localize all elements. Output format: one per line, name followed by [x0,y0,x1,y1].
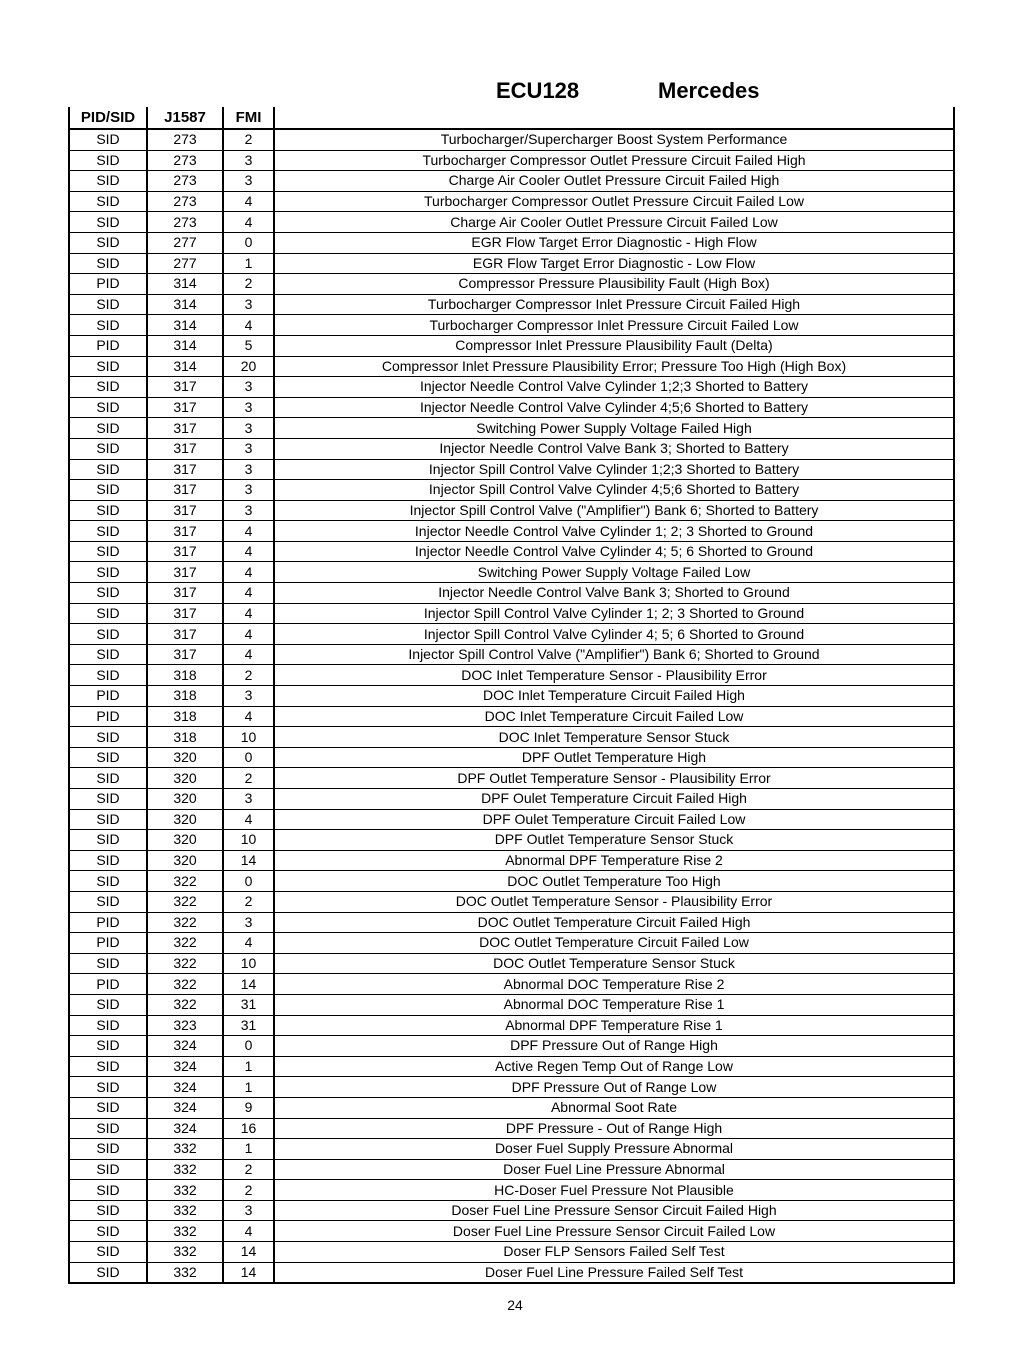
table-row [69,356,954,377]
cell-j1587: 314 [147,274,223,295]
cell-j1587: 322 [147,871,223,892]
cell-j1587: 320 [147,809,223,830]
cell-description: DOC Inlet Temperature Sensor Stuck [274,727,954,748]
cell-j1587: 317 [147,644,223,665]
cell-fmi: 4 [223,212,274,233]
cell-description: Compressor Inlet Pressure Plausibility Fault (Delta) [274,335,954,356]
cell-description: Active Regen Temp Out of Range Low [274,1056,954,1077]
cell-j1587: 332 [147,1221,223,1242]
cell-pid-sid: SID [69,747,147,768]
cell-j1587: 324 [147,1077,223,1098]
table-row [69,129,954,150]
cell-fmi: 0 [223,871,274,892]
cell-j1587: 273 [147,191,223,212]
cell-description: Injector Needle Control Valve Cylinder 1;2;3 Shorted to Battery [274,377,954,398]
cell-pid-sid: SID [69,171,147,192]
cell-fmi: 3 [223,459,274,480]
cell-j1587: 317 [147,418,223,439]
table-row [69,150,954,171]
cell-j1587: 314 [147,356,223,377]
cell-description: Charge Air Cooler Outlet Pressure Circuit Failed Low [274,212,954,233]
make-title: Mercedes [658,78,760,103]
cell-description: Abnormal DOC Temperature Rise 2 [274,974,954,995]
column-header-j1587: J1587 [147,107,223,129]
cell-fmi: 4 [223,809,274,830]
cell-pid-sid: SID [69,232,147,253]
table-row [69,933,954,954]
cell-description: Compressor Inlet Pressure Plausibility Error; Pressure Too High (High Box) [274,356,954,377]
cell-j1587: 273 [147,150,223,171]
cell-fmi: 1 [223,1056,274,1077]
cell-description: Injector Needle Control Valve Bank 3; Shorted to Ground [274,583,954,604]
cell-pid-sid: SID [69,315,147,336]
cell-pid-sid: SID [69,850,147,871]
cell-pid-sid: PID [69,974,147,995]
table-row [69,171,954,192]
cell-j1587: 332 [147,1180,223,1201]
table-row [69,294,954,315]
cell-fmi: 3 [223,294,274,315]
table-row [69,1056,954,1077]
cell-j1587: 317 [147,397,223,418]
table-row [69,212,954,233]
cell-j1587: 314 [147,294,223,315]
table-row [69,974,954,995]
cell-description: Doser Fuel Supply Pressure Abnormal [274,1139,954,1160]
cell-fmi: 10 [223,953,274,974]
cell-description: DOC Outlet Temperature Circuit Failed Low [274,933,954,954]
cell-pid-sid: SID [69,129,147,150]
cell-pid-sid: SID [69,583,147,604]
cell-description: Doser Fuel Line Pressure Sensor Circuit Failed High [274,1200,954,1221]
table-row [69,1180,954,1201]
cell-pid-sid: SID [69,1200,147,1221]
cell-pid-sid: SID [69,1139,147,1160]
cell-j1587: 317 [147,603,223,624]
cell-description: Doser Fuel Line Pressure Abnormal [274,1159,954,1180]
cell-pid-sid: SID [69,438,147,459]
cell-pid-sid: SID [69,1056,147,1077]
cell-description: Doser Fuel Line Pressure Sensor Circuit Failed Low [274,1221,954,1242]
table-row [69,418,954,439]
table-row [69,397,954,418]
cell-fmi: 2 [223,665,274,686]
cell-fmi: 0 [223,747,274,768]
cell-pid-sid: PID [69,933,147,954]
cell-j1587: 314 [147,315,223,336]
cell-j1587: 322 [147,912,223,933]
cell-fmi: 2 [223,891,274,912]
cell-j1587: 322 [147,933,223,954]
cell-j1587: 323 [147,1015,223,1036]
cell-fmi: 3 [223,789,274,810]
cell-description: Injector Needle Control Valve Cylinder 4; 5; 6 Shorted to Ground [274,541,954,562]
table-row [69,1139,954,1160]
cell-pid-sid: SID [69,789,147,810]
cell-fmi: 4 [223,583,274,604]
cell-j1587: 317 [147,459,223,480]
cell-pid-sid: SID [69,480,147,501]
cell-description: Injector Spill Control Valve ("Amplifier") Bank 6; Shorted to Battery [274,500,954,521]
cell-description: Turbocharger Compressor Inlet Pressure Circuit Failed Low [274,315,954,336]
cell-description: Turbocharger/Supercharger Boost System Performance [274,129,954,150]
cell-j1587: 320 [147,789,223,810]
cell-j1587: 320 [147,830,223,851]
cell-pid-sid: SID [69,1097,147,1118]
cell-fmi: 4 [223,562,274,583]
cell-j1587: 332 [147,1242,223,1263]
cell-j1587: 324 [147,1056,223,1077]
cell-pid-sid: SID [69,768,147,789]
cell-j1587: 320 [147,747,223,768]
cell-description: Injector Spill Control Valve Cylinder 1; 2; 3 Shorted to Ground [274,603,954,624]
cell-description: Injector Spill Control Valve Cylinder 4; 5; 6 Shorted to Ground [274,624,954,645]
cell-pid-sid: SID [69,603,147,624]
cell-fmi: 31 [223,994,274,1015]
cell-pid-sid: PID [69,274,147,295]
cell-j1587: 277 [147,253,223,274]
table-row [69,706,954,727]
cell-description: Turbocharger Compressor Outlet Pressure Circuit Failed Low [274,191,954,212]
table-row [69,768,954,789]
cell-pid-sid: SID [69,377,147,398]
cell-pid-sid: PID [69,335,147,356]
cell-fmi: 4 [223,706,274,727]
cell-description: Switching Power Supply Voltage Failed Low [274,562,954,583]
cell-j1587: 322 [147,953,223,974]
cell-fmi: 3 [223,397,274,418]
cell-description: DPF Oulet Temperature Circuit Failed High [274,789,954,810]
cell-j1587: 314 [147,335,223,356]
table-row [69,480,954,501]
cell-j1587: 317 [147,377,223,398]
cell-pid-sid: SID [69,1077,147,1098]
cell-j1587: 317 [147,500,223,521]
table-row [69,912,954,933]
cell-j1587: 324 [147,1097,223,1118]
cell-description: DOC Outlet Temperature Circuit Failed High [274,912,954,933]
cell-pid-sid: PID [69,706,147,727]
cell-fmi: 5 [223,335,274,356]
cell-pid-sid: SID [69,1036,147,1057]
cell-j1587: 317 [147,480,223,501]
table-row [69,1159,954,1180]
table-row [69,809,954,830]
cell-j1587: 318 [147,665,223,686]
cell-fmi: 3 [223,150,274,171]
cell-pid-sid: SID [69,500,147,521]
table-row [69,583,954,604]
cell-pid-sid: PID [69,912,147,933]
cell-pid-sid: SID [69,727,147,748]
cell-j1587: 273 [147,129,223,150]
cell-description: Injector Needle Control Valve Cylinder 1; 2; 3 Shorted to Ground [274,521,954,542]
cell-pid-sid: SID [69,418,147,439]
cell-pid-sid: SID [69,871,147,892]
cell-j1587: 320 [147,768,223,789]
table-row [69,377,954,398]
table-row [69,850,954,871]
cell-pid-sid: SID [69,294,147,315]
cell-j1587: 317 [147,562,223,583]
cell-fmi: 3 [223,480,274,501]
cell-description: DPF Pressure Out of Range High [274,1036,954,1057]
cell-fmi: 1 [223,1077,274,1098]
cell-j1587: 273 [147,212,223,233]
cell-fmi: 2 [223,1180,274,1201]
cell-j1587: 317 [147,438,223,459]
cell-fmi: 1 [223,1139,274,1160]
cell-pid-sid: SID [69,644,147,665]
table-row [69,315,954,336]
cell-fmi: 3 [223,1200,274,1221]
cell-fmi: 1 [223,253,274,274]
table-row [69,624,954,645]
table-row [69,521,954,542]
cell-fmi: 3 [223,171,274,192]
cell-description: Compressor Pressure Plausibility Fault (High Box) [274,274,954,295]
table-row [69,1200,954,1221]
cell-fmi: 9 [223,1097,274,1118]
cell-description: Injector Needle Control Valve Bank 3; Shorted to Battery [274,438,954,459]
cell-pid-sid: SID [69,1242,147,1263]
table-row [69,830,954,851]
cell-description: HC-Doser Fuel Pressure Not Plausible [274,1180,954,1201]
table-row [69,1118,954,1139]
cell-description: DPF Pressure Out of Range Low [274,1077,954,1098]
cell-j1587: 317 [147,624,223,645]
cell-description: Injector Needle Control Valve Cylinder 4;5;6 Shorted to Battery [274,397,954,418]
cell-j1587: 317 [147,583,223,604]
table-row [69,644,954,665]
cell-j1587: 332 [147,1139,223,1160]
cell-fmi: 10 [223,830,274,851]
ecu-title: ECU128 [496,78,580,103]
table-row [69,789,954,810]
cell-fmi: 14 [223,1262,274,1283]
cell-pid-sid: SID [69,1180,147,1201]
cell-pid-sid: SID [69,212,147,233]
cell-pid-sid: SID [69,809,147,830]
cell-pid-sid: SID [69,994,147,1015]
cell-pid-sid: SID [69,830,147,851]
cell-fmi: 0 [223,1036,274,1057]
cell-description: Turbocharger Compressor Outlet Pressure Circuit Failed High [274,150,954,171]
table-row [69,274,954,295]
table-row [69,1262,954,1283]
cell-pid-sid: SID [69,150,147,171]
cell-description: DOC Outlet Temperature Sensor Stuck [274,953,954,974]
cell-j1587: 318 [147,727,223,748]
cell-pid-sid: SID [69,1221,147,1242]
cell-j1587: 324 [147,1118,223,1139]
table-row [69,1221,954,1242]
table-row [69,1242,954,1263]
table-row [69,994,954,1015]
table-body [69,129,954,1283]
table-row [69,459,954,480]
cell-pid-sid: PID [69,686,147,707]
cell-description: Doser FLP Sensors Failed Self Test [274,1242,954,1263]
table-row [69,953,954,974]
cell-j1587: 332 [147,1159,223,1180]
cell-fmi: 3 [223,418,274,439]
cell-pid-sid: SID [69,624,147,645]
cell-description: Injector Spill Control Valve Cylinder 4;5;6 Shorted to Battery [274,480,954,501]
table-row [69,541,954,562]
cell-description: DPF Outlet Temperature High [274,747,954,768]
cell-pid-sid: SID [69,521,147,542]
cell-fmi: 3 [223,912,274,933]
table-row [69,562,954,583]
cell-description: DOC Inlet Temperature Circuit Failed Low [274,706,954,727]
cell-fmi: 14 [223,974,274,995]
cell-fmi: 3 [223,438,274,459]
cell-fmi: 3 [223,686,274,707]
cell-j1587: 332 [147,1262,223,1283]
cell-pid-sid: SID [69,1118,147,1139]
cell-pid-sid: SID [69,953,147,974]
table-row [69,191,954,212]
cell-description: DPF Outlet Temperature Sensor Stuck [274,830,954,851]
cell-pid-sid: SID [69,891,147,912]
table-row [69,686,954,707]
cell-fmi: 14 [223,1242,274,1263]
cell-description: DOC Outlet Temperature Sensor - Plausibility Error [274,891,954,912]
cell-fmi: 4 [223,644,274,665]
cell-pid-sid: SID [69,665,147,686]
table-row [69,253,954,274]
column-header-pid-sid: PID/SID [69,107,147,129]
table-row [69,1015,954,1036]
cell-fmi: 4 [223,191,274,212]
cell-fmi: 3 [223,377,274,398]
cell-fmi: 4 [223,541,274,562]
cell-pid-sid: SID [69,562,147,583]
cell-pid-sid: SID [69,253,147,274]
cell-j1587: 277 [147,232,223,253]
cell-fmi: 4 [223,603,274,624]
cell-pid-sid: SID [69,541,147,562]
cell-fmi: 3 [223,500,274,521]
cell-j1587: 320 [147,850,223,871]
cell-j1587: 318 [147,706,223,727]
cell-j1587: 322 [147,994,223,1015]
cell-description: DOC Outlet Temperature Too High [274,871,954,892]
table-row [69,871,954,892]
cell-fmi: 4 [223,315,274,336]
cell-j1587: 322 [147,974,223,995]
cell-fmi: 16 [223,1118,274,1139]
page-number: 24 [507,1297,523,1313]
cell-j1587: 318 [147,686,223,707]
table-row [69,438,954,459]
cell-fmi: 20 [223,356,274,377]
cell-fmi: 4 [223,933,274,954]
table-row [69,1036,954,1057]
cell-fmi: 2 [223,274,274,295]
cell-pid-sid: SID [69,1159,147,1180]
table-header-row [69,107,954,129]
cell-pid-sid: SID [69,459,147,480]
cell-pid-sid: SID [69,397,147,418]
cell-j1587: 322 [147,891,223,912]
cell-fmi: 2 [223,1159,274,1180]
cell-description: Abnormal Soot Rate [274,1097,954,1118]
cell-fmi: 4 [223,1221,274,1242]
cell-description: Abnormal DPF Temperature Rise 2 [274,850,954,871]
table-row [69,335,954,356]
table-row [69,747,954,768]
cell-description: DPF Oulet Temperature Circuit Failed Low [274,809,954,830]
table-row [69,665,954,686]
column-header-description [274,107,954,129]
cell-description: Injector Spill Control Valve Cylinder 1;2;3 Shorted to Battery [274,459,954,480]
cell-fmi: 0 [223,232,274,253]
cell-pid-sid: SID [69,1015,147,1036]
table-row [69,891,954,912]
cell-pid-sid: SID [69,1262,147,1283]
table-row [69,603,954,624]
cell-fmi: 31 [223,1015,274,1036]
cell-j1587: 332 [147,1200,223,1221]
table-row [69,500,954,521]
cell-description: Switching Power Supply Voltage Failed High [274,418,954,439]
table-row [69,1097,954,1118]
cell-description: Abnormal DPF Temperature Rise 1 [274,1015,954,1036]
cell-description: Injector Spill Control Valve ("Amplifier") Bank 6; Shorted to Ground [274,644,954,665]
page-header [0,78,1024,108]
table-row [69,232,954,253]
cell-pid-sid: SID [69,191,147,212]
cell-description: DOC Inlet Temperature Sensor - Plausibility Error [274,665,954,686]
cell-description: Abnormal DOC Temperature Rise 1 [274,994,954,1015]
cell-description: DPF Pressure - Out of Range High [274,1118,954,1139]
cell-fmi: 2 [223,768,274,789]
cell-fmi: 10 [223,727,274,748]
cell-description: Charge Air Cooler Outlet Pressure Circuit Failed High [274,171,954,192]
cell-description: DPF Outlet Temperature Sensor - Plausibility Error [274,768,954,789]
table-row [69,1077,954,1098]
cell-j1587: 273 [147,171,223,192]
cell-fmi: 4 [223,624,274,645]
table-row [69,727,954,748]
cell-j1587: 317 [147,521,223,542]
cell-description: EGR Flow Target Error Diagnostic - High Flow [274,232,954,253]
cell-j1587: 324 [147,1036,223,1057]
cell-description: Turbocharger Compressor Inlet Pressure Circuit Failed High [274,294,954,315]
cell-description: DOC Inlet Temperature Circuit Failed High [274,686,954,707]
cell-fmi: 2 [223,129,274,150]
cell-pid-sid: SID [69,356,147,377]
cell-description: EGR Flow Target Error Diagnostic - Low Flow [274,253,954,274]
cell-fmi: 4 [223,521,274,542]
cell-j1587: 317 [147,541,223,562]
cell-description: Doser Fuel Line Pressure Failed Self Test [274,1262,954,1283]
cell-fmi: 14 [223,850,274,871]
column-header-fmi: FMI [223,107,274,129]
fault-code-table [68,107,955,1284]
